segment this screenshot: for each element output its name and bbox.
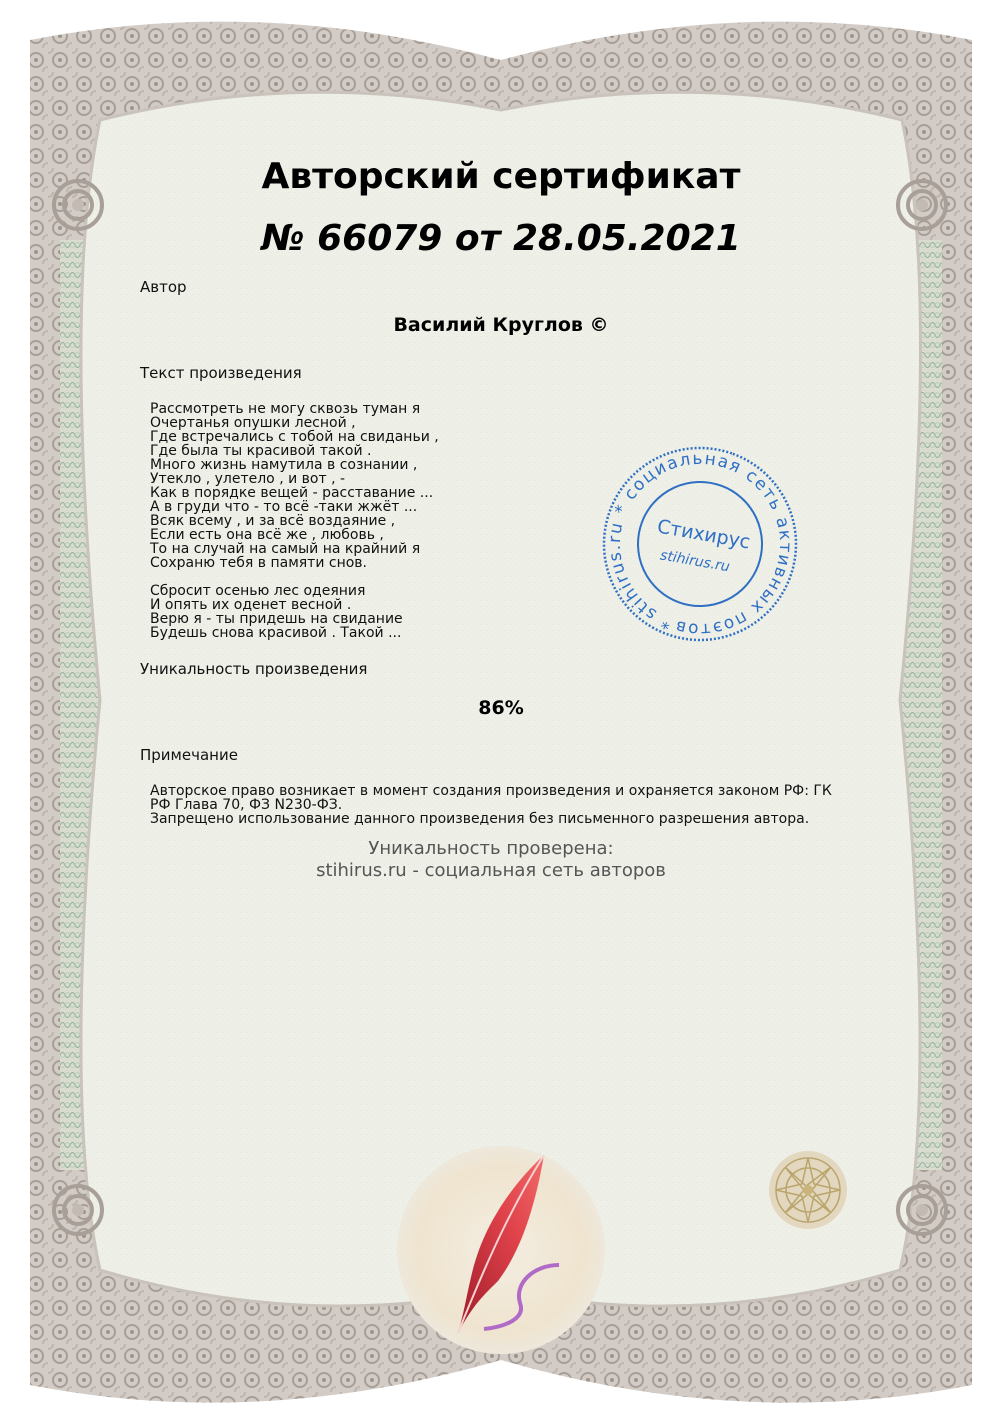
author-name: Василий Круглов © <box>393 314 609 336</box>
note-line-copyright: Авторское право возникает в момент создания произведения и охраняется законом РФ: ГК РФ Глава 70, ФЗ N230-ФЗ. <box>150 783 832 813</box>
stamp-ring-text: * stihirus.ru * социальная сеть активных поэтов <box>604 448 796 640</box>
stamp-center-sub: stihirus.ru <box>658 547 731 576</box>
uniqueness-label: Уникальность произведения <box>140 660 368 678</box>
author-label: Автор <box>140 278 187 296</box>
rosette-seal-icon <box>768 1150 848 1230</box>
poem-text: Рассмотреть не могу сквозь туман я Очертанья опушки лесной , Где встречались с тобой на свиданьи , Где была ты красивой такой . Много жизнь намутила в сознании , Утекло , улетело , и вот , - Как в порядке вещей - расставание ... А в груди что - то всё -таки жжёт ... Всяк всему , и за всё воздаяние , Если есть она всё же , любовь , То на случай на самый на крайний я Сохраню тебя в памяти снов. Сбросит осенью лес одеяния И опять их оденет весной . Верю я - ты придешь на свидание Будешь снова красивой . Такой ... <box>150 401 439 641</box>
verification-line1: Уникальность проверена: <box>368 838 614 859</box>
stamp-center-title: Стихирус <box>655 515 752 554</box>
work-text-label: Текст произведения <box>140 364 302 382</box>
verification-block <box>0 838 982 882</box>
certificate-title: Авторский сертификат <box>261 156 741 197</box>
certificate-number: № 66079 от 28.05.2021 <box>261 218 741 259</box>
quill-logo-icon <box>394 1143 608 1357</box>
note-label: Примечание <box>140 746 238 764</box>
verification-line2: stihirus.ru - социальная сеть авторов <box>316 860 666 881</box>
stamp-seal <box>598 446 802 642</box>
note-text <box>150 784 850 826</box>
note-line-prohibition: Запрещено использование данного произведения без письменного разрешения автора. <box>150 811 810 827</box>
uniqueness-value: 86% <box>478 697 524 719</box>
